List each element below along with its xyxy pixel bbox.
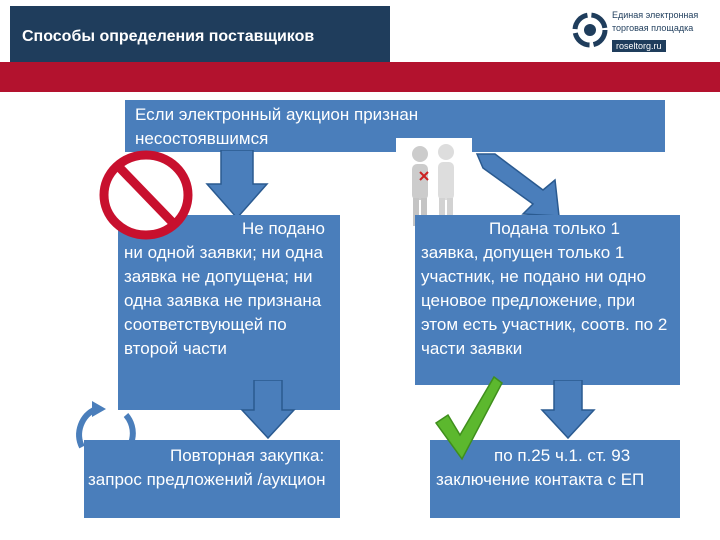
title-bar	[10, 6, 390, 62]
accent-band	[0, 62, 720, 92]
arrow-down-right-result	[540, 380, 596, 440]
page-title: Способы определения поставщиков	[22, 28, 315, 45]
prohibition-icon	[98, 150, 194, 240]
logo-text-line2: торговая площадка	[612, 23, 694, 33]
logo-text-line1: Единая электронная	[612, 10, 699, 20]
arrow-down-left-result	[240, 380, 296, 440]
right-condition-text: Подана только 1 заявка, допущен только 1 участник, не подано ни одно ценовое предложение, при этом есть участник, соотв. по 2 части заявки	[421, 219, 668, 358]
left-condition-box	[118, 215, 340, 410]
logo-url: roseltorg.ru	[612, 40, 666, 52]
right-condition-box	[415, 215, 680, 385]
top-condition-box	[125, 100, 665, 152]
checkmark-icon	[432, 375, 504, 461]
top-condition-text: Если электронный аукцион признан несостоявшимся	[135, 105, 419, 148]
header	[0, 0, 720, 62]
right-result-text: по п.25 ч.1. ст. 93 заключение контакта с ЕП	[436, 446, 645, 489]
logo-icon	[572, 12, 608, 48]
logo	[572, 8, 712, 58]
left-condition-text: Не подано ни одной заявки; ни одна заявка не допущена; ни одна заявка не признана соответствующей по второй части	[124, 219, 325, 358]
left-result-text: Повторная закупка: запрос предложений /аукцион	[88, 446, 326, 489]
arrow-down-right	[475, 150, 565, 220]
arrow-down-left	[205, 150, 269, 220]
refresh-cycle-icon	[66, 395, 146, 473]
